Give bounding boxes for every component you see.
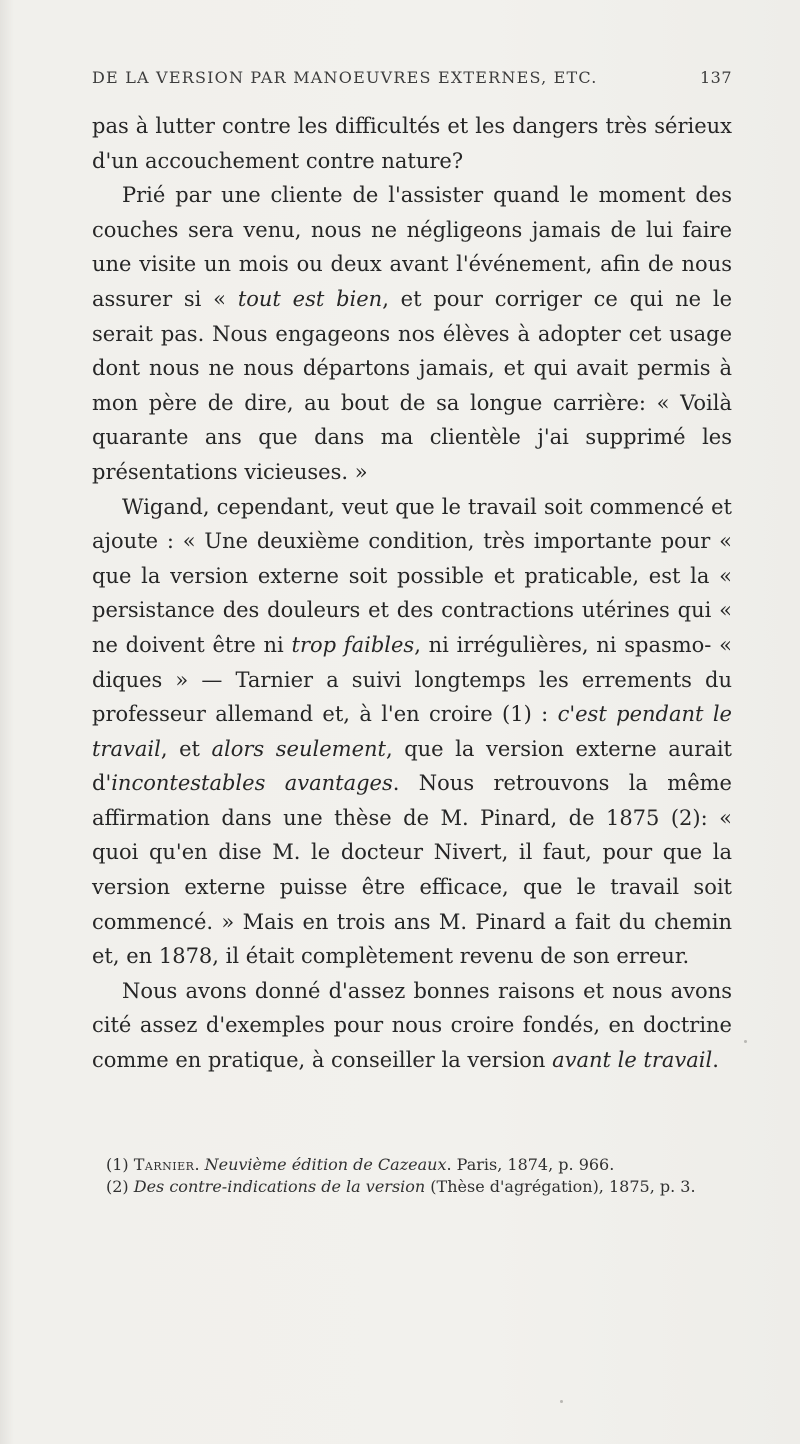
running-title: DE LA VERSION PAR MANOEUVRES EXTERNES, ETC.: [92, 68, 598, 87]
italic-phrase: tout est bien: [237, 286, 383, 311]
footnote-1: (1) Tarnier. Neuvième édition de Cazeaux. Paris, 1874, p. 966.: [106, 1155, 615, 1174]
footnote-2: (2) Des contre-indications de la version (Thèse d'agrégation), 1875, p. 3.: [106, 1177, 696, 1196]
paragraph-1: pas à lutter contre les difficultés et les dangers très sérieux d'un accouchement contre nature?: [92, 114, 732, 173]
footnote-title: Des contre-indications de la version: [133, 1177, 426, 1196]
page-number: 137: [699, 68, 732, 87]
main-text: [92, 109, 732, 1078]
italic-phrase: alors seulement: [211, 736, 386, 761]
footnote-author: Tarnier: [133, 1155, 195, 1174]
italic-phrase: c'est pendant le travail: [92, 702, 732, 761]
paragraph-2: Prié par une cliente de l'assister quand le moment des couches sera venu, nous ne négligeons jamais de lui faire une visite un mois ou deux avant l'événement, afin de nous assurer si « tout est bien, et pour corriger ce qui ne le serait pas. Nous engageons nos élèves à adopter cet usage dont nous ne nous départons jamais, et qui avait permis à mon père de dire, au bout de sa longue carrière: « Voilà quarante ans que dans ma clientèle j'ai supprimé les présentations vicieuses. »: [92, 183, 732, 484]
footnote-title: Neuvième édition de Cazeaux: [204, 1155, 447, 1174]
paper-speck: [744, 1040, 747, 1043]
paper-speck: [560, 1400, 563, 1403]
paragraph-4: Nous avons donné d'assez bonnes raisons et nous avons cité assez d'exemples pour nous croire fondés, en doctrine comme en pratique, à conseiller la version avant le travail.: [92, 978, 732, 1073]
italic-phrase: avant le travail: [552, 1048, 713, 1073]
italic-phrase: trop faibles: [291, 632, 415, 657]
paragraph-3: Wigand, cependant, veut que le travail soit commencé et ajoute : « Une deuxième condition, très importante pour « que la version externe soit possible et praticable, est la « persistance des douleurs et des contractions utérines qui « ne doivent être ni trop faibles, ni irrégulières, ni spasmo- « diques » — Tarnier a suivi longtemps les errements du professeur allemand et, à l'en croire (1) : c'est pendant le travail, et alors seulement, que la version externe aurait d'incontestables avantages. Nous retrouvons la même affirmation dans une thèse de M. Pinard, de 1875 (2): « quoi qu'en dise M. le docteur Nivert, il faut, pour que la version externe puisse être efficace, que le travail soit commencé. » Mais en trois ans M. Pinard a fait du chemin et, en 1878, il était complètement revenu de son erreur.: [92, 494, 732, 969]
italic-phrase: incontestables avantages: [111, 771, 393, 796]
footnotes: [92, 1154, 732, 1198]
